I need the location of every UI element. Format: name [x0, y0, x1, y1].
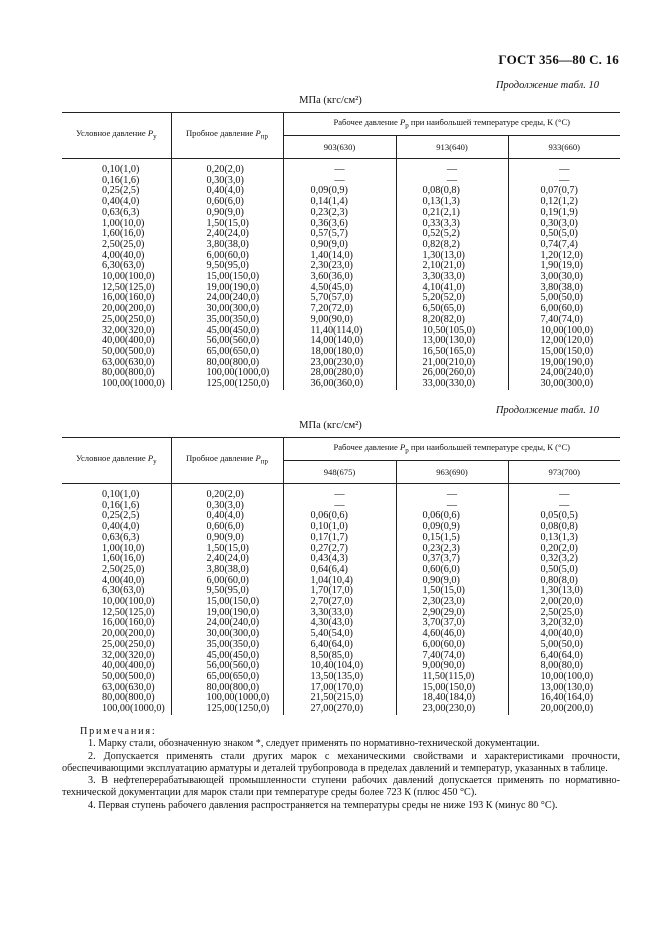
cell-conditional-pressure: 16,00(160,0)	[102, 292, 155, 304]
cell-working-pressure-3: 0,07(0,7)	[508, 186, 620, 197]
cell-working-pressure-3: 15,00(150,0)	[508, 347, 620, 358]
table-unit-label: МПа (кгс/см²)	[299, 95, 362, 106]
cell-conditional-pressure: 25,00(250,0)	[102, 638, 155, 650]
cell-working-pressure-1: 0,10(1,0)	[283, 522, 396, 533]
cell-working-pressure-2: 0,52(5,2)	[396, 229, 508, 240]
cell-working-pressure-3: 20,00(200,0)	[508, 704, 620, 715]
cell-working-pressure-2: 0,82(8,2)	[396, 240, 508, 251]
cell-test-pressure: 80,00(800,0)	[171, 358, 283, 369]
cell-test-pressure: 6,00(60,0)	[171, 251, 283, 262]
cell-conditional-pressure: 12,50(125,0)	[102, 606, 155, 618]
cell-working-pressure-1: —	[283, 176, 396, 187]
cell-working-pressure-2: 7,40(74,0)	[396, 651, 508, 662]
cell-working-pressure-1: 3,30(33,0)	[283, 608, 396, 619]
cell-conditional-pressure: 50,00(500,0)	[102, 670, 155, 682]
cell-working-pressure-3: —	[508, 159, 620, 176]
cell-test-pressure: 1,50(15,0)	[171, 219, 283, 230]
cell-working-pressure-2: 6,50(65,0)	[396, 304, 508, 315]
cell-working-pressure-3: 5,00(50,0)	[508, 640, 620, 651]
cell-test-pressure: 2,40(24,0)	[171, 229, 283, 240]
cell-working-pressure-2: 0,15(1,5)	[396, 533, 508, 544]
cell-working-pressure-3: —	[508, 176, 620, 187]
cell-test-pressure: 35,00(350,0)	[171, 315, 283, 326]
cell-test-pressure: 24,00(240,0)	[171, 293, 283, 304]
cell-working-pressure-3: 0,12(1,2)	[508, 197, 620, 208]
cell-working-pressure-2: 1,30(13,0)	[396, 251, 508, 262]
cell-test-pressure: 1,50(15,0)	[171, 544, 283, 555]
cell-working-pressure-2: 3,70(37,0)	[396, 618, 508, 629]
cell-test-pressure: 3,80(38,0)	[171, 565, 283, 576]
cell-test-pressure: 9,50(95,0)	[171, 261, 283, 272]
cell-working-pressure-2: —	[396, 159, 508, 176]
cell-conditional-pressure: 0,63(6,3)	[102, 531, 140, 543]
cell-test-pressure: 100,00(1000,0)	[171, 368, 283, 379]
cell-working-pressure-1: 6,40(64,0)	[283, 640, 396, 651]
cell-test-pressure: 19,00(190,0)	[171, 608, 283, 619]
cell-working-pressure-3: 1,30(13,0)	[508, 586, 620, 597]
cell-working-pressure-2: 15,00(150,0)	[396, 683, 508, 694]
cell-working-pressure-2: 8,20(82,0)	[396, 315, 508, 326]
cell-working-pressure-3: 0,08(0,8)	[508, 522, 620, 533]
cell-working-pressure-3: 3,20(32,0)	[508, 618, 620, 629]
cell-test-pressure: 0,90(9,0)	[171, 533, 283, 544]
cell-working-pressure-3: 0,20(2,0)	[508, 544, 620, 555]
cell-working-pressure-3: 6,40(64,0)	[508, 651, 620, 662]
cell-test-pressure: 0,40(4,0)	[171, 186, 283, 197]
cell-working-pressure-3: 10,00(100,0)	[508, 326, 620, 337]
cell-working-pressure-2: 1,50(15,0)	[396, 586, 508, 597]
cell-conditional-pressure: 4,00(40,0)	[102, 249, 145, 261]
cell-conditional-pressure: 2,50(25,0)	[102, 238, 145, 250]
cell-working-pressure-1: 0,06(0,6)	[283, 511, 396, 522]
cell-conditional-pressure: 1,00(10,0)	[102, 217, 145, 229]
cell-working-pressure-1: 27,00(270,0)	[283, 704, 396, 715]
cell-working-pressure-1: 2,30(23,0)	[283, 261, 396, 272]
cell-conditional-pressure: 1,60(16,0)	[102, 228, 145, 240]
cell-test-pressure: 15,00(150,0)	[171, 597, 283, 608]
cell-working-pressure-1: 0,27(2,7)	[283, 544, 396, 555]
cell-working-pressure-3: 0,05(0,5)	[508, 511, 620, 522]
cell-conditional-pressure: 40,00(400,0)	[102, 335, 155, 347]
cell-working-pressure-3: 0,50(5,0)	[508, 229, 620, 240]
cell-working-pressure-1: 0,14(1,4)	[283, 197, 396, 208]
table-continuation-label-2: Продолжение табл. 10	[495, 405, 599, 416]
cell-working-pressure-3: 0,80(8,0)	[508, 576, 620, 587]
cell-working-pressure-1: 14,00(140,0)	[283, 336, 396, 347]
cell-test-pressure: 30,00(300,0)	[171, 629, 283, 640]
header-temp-1: 903(630)	[283, 136, 396, 159]
cell-working-pressure-1: 1,70(17,0)	[283, 586, 396, 597]
cell-working-pressure-2: —	[396, 484, 508, 501]
cell-test-pressure: 0,40(4,0)	[171, 511, 283, 522]
cell-working-pressure-2: 5,20(52,0)	[396, 293, 508, 304]
cell-test-pressure: 6,00(60,0)	[171, 576, 283, 587]
cell-conditional-pressure: 0,25(2,5)	[102, 185, 140, 197]
cell-conditional-pressure: 63,00(630,0)	[102, 356, 155, 368]
header-temp-2: 963(690)	[396, 461, 508, 484]
cell-conditional-pressure: 32,00(320,0)	[102, 324, 155, 336]
cell-conditional-pressure: 0,25(2,5)	[102, 510, 140, 522]
cell-working-pressure-2: 11,50(115,0)	[396, 672, 508, 683]
cell-working-pressure-3: 2,50(25,0)	[508, 608, 620, 619]
cell-working-pressure-1: 2,70(27,0)	[283, 597, 396, 608]
cell-working-pressure-2: 0,13(1,3)	[396, 197, 508, 208]
cell-working-pressure-2: 21,00(210,0)	[396, 358, 508, 369]
cell-working-pressure-3: 4,00(40,0)	[508, 629, 620, 640]
cell-working-pressure-2: 4,10(41,0)	[396, 283, 508, 294]
table-continuation-label: Продолжение табл. 10	[495, 80, 599, 91]
cell-working-pressure-3: 24,00(240,0)	[508, 368, 620, 379]
cell-conditional-pressure: 0,40(4,0)	[102, 521, 140, 533]
table-row	[62, 208, 620, 219]
cell-working-pressure-2: 2,90(29,0)	[396, 608, 508, 619]
cell-working-pressure-1: 3,60(36,0)	[283, 272, 396, 283]
cell-conditional-pressure: 4,00(40,0)	[102, 574, 145, 586]
table-row	[62, 533, 620, 544]
cell-working-pressure-1: 17,00(170,0)	[283, 683, 396, 694]
cell-conditional-pressure: 40,00(400,0)	[102, 660, 155, 672]
cell-test-pressure: 45,00(450,0)	[171, 326, 283, 337]
header-temp-3: 933(660)	[508, 136, 620, 159]
cell-conditional-pressure: 100,00(1000,0)	[102, 703, 165, 715]
header-test-pressure-2: Пробное давление $P_{пр}$	[171, 438, 283, 484]
cell-working-pressure-1: —	[283, 501, 396, 512]
cell-working-pressure-1: 13,50(135,0)	[283, 672, 396, 683]
cell-test-pressure: 56,00(560,0)	[171, 336, 283, 347]
cell-conditional-pressure: 80,00(800,0)	[102, 367, 155, 379]
note-item: 4. Первая ступень рабочего давления распространяется на температуры среды не ниже 193 К (минус 80 °С).	[88, 799, 558, 811]
cell-conditional-pressure: 0,16(1,6)	[102, 499, 140, 511]
cell-working-pressure-3: 7,40(74,0)	[508, 315, 620, 326]
cell-test-pressure: 56,00(560,0)	[171, 661, 283, 672]
cell-test-pressure: 0,30(3,0)	[171, 176, 283, 187]
header-temp-1: 948(675)	[283, 461, 396, 484]
cell-working-pressure-2: 2,10(21,0)	[396, 261, 508, 272]
table-row	[62, 640, 620, 651]
cell-test-pressure: 125,00(1250,0)	[171, 379, 283, 390]
cell-test-pressure: 2,40(24,0)	[171, 554, 283, 565]
cell-test-pressure: 19,00(190,0)	[171, 283, 283, 294]
cell-conditional-pressure: 12,50(125,0)	[102, 281, 155, 293]
cell-working-pressure-2: 13,00(130,0)	[396, 336, 508, 347]
header-conditional-pressure-2: Условное давление $P_у$	[62, 438, 171, 484]
cell-test-pressure: 125,00(1250,0)	[171, 704, 283, 715]
cell-working-pressure-1: 7,20(72,0)	[283, 304, 396, 315]
cell-working-pressure-1: 0,64(6,4)	[283, 565, 396, 576]
cell-test-pressure: 100,00(1000,0)	[171, 693, 283, 704]
cell-conditional-pressure: 6,30(63,0)	[102, 585, 145, 597]
cell-working-pressure-1: 8,50(85,0)	[283, 651, 396, 662]
cell-working-pressure-2: 3,30(33,0)	[396, 272, 508, 283]
cell-working-pressure-3: —	[508, 484, 620, 501]
cell-test-pressure: 0,30(3,0)	[171, 501, 283, 512]
cell-working-pressure-2: —	[396, 501, 508, 512]
table-row	[62, 704, 620, 715]
notes-title: Примечания:	[80, 726, 157, 737]
cell-working-pressure-3: 0,19(1,9)	[508, 208, 620, 219]
cell-working-pressure-2: 2,30(23,0)	[396, 597, 508, 608]
cell-working-pressure-2: —	[396, 176, 508, 187]
cell-conditional-pressure: 10,00(100,0)	[102, 596, 155, 608]
cell-conditional-pressure: 32,00(320,0)	[102, 649, 155, 661]
pressure-table-1	[62, 112, 620, 390]
cell-working-pressure-3: 30,00(300,0)	[508, 379, 620, 390]
cell-working-pressure-3: 0,74(7,4)	[508, 240, 620, 251]
note-item: 1. Марку стали, обозначенную знаком *, следует применять по нормативно-технической документации.	[88, 738, 540, 750]
cell-working-pressure-1: 0,09(0,9)	[283, 186, 396, 197]
cell-working-pressure-3: 0,30(3,0)	[508, 219, 620, 230]
cell-working-pressure-1: 0,36(3,6)	[283, 219, 396, 230]
cell-working-pressure-3: 19,00(190,0)	[508, 358, 620, 369]
note-item: 3. В нефтеперерабатывающей промышленности ступени рабочих давлений допускается применять по нормативно-технической документации для марок стали при температуре среды более 723 К (плюс 450 °С).	[62, 775, 620, 799]
cell-working-pressure-3: 2,00(20,0)	[508, 597, 620, 608]
cell-working-pressure-1: 0,17(1,7)	[283, 533, 396, 544]
cell-working-pressure-3: 3,80(38,0)	[508, 283, 620, 294]
cell-working-pressure-1: 0,43(4,3)	[283, 554, 396, 565]
cell-working-pressure-3: 3,00(30,0)	[508, 272, 620, 283]
cell-test-pressure: 35,00(350,0)	[171, 640, 283, 651]
cell-test-pressure: 9,50(95,0)	[171, 586, 283, 597]
table-row	[62, 484, 620, 501]
notes-section	[62, 726, 620, 812]
cell-conditional-pressure: 1,00(10,0)	[102, 542, 145, 554]
cell-working-pressure-2: 0,90(9,0)	[396, 576, 508, 587]
cell-working-pressure-1: 28,00(280,0)	[283, 368, 396, 379]
cell-test-pressure: 65,00(650,0)	[171, 672, 283, 683]
cell-conditional-pressure: 20,00(200,0)	[102, 628, 155, 640]
cell-conditional-pressure: 0,16(1,6)	[102, 174, 140, 186]
cell-working-pressure-2: 16,50(165,0)	[396, 347, 508, 358]
cell-working-pressure-3: 0,13(1,3)	[508, 533, 620, 544]
cell-conditional-pressure: 63,00(630,0)	[102, 681, 155, 693]
header-test-pressure: Пробное давление $P_{пр}$	[171, 113, 283, 159]
cell-working-pressure-2: 18,40(184,0)	[396, 693, 508, 704]
cell-test-pressure: 0,60(6,0)	[171, 522, 283, 533]
cell-working-pressure-3: 1,20(12,0)	[508, 251, 620, 262]
cell-working-pressure-1: —	[283, 484, 396, 501]
cell-conditional-pressure: 10,00(100,0)	[102, 271, 155, 283]
table-unit-label-2: МПа (кгс/см²)	[299, 420, 362, 431]
cell-working-pressure-2: 0,09(0,9)	[396, 522, 508, 533]
cell-test-pressure: 3,80(38,0)	[171, 240, 283, 251]
cell-working-pressure-1: 23,00(230,0)	[283, 358, 396, 369]
cell-test-pressure: 24,00(240,0)	[171, 618, 283, 629]
header-working-pressure-2: Рабочее давление $P_р$ при наибольшей температуре среды, К (°С)	[283, 438, 620, 461]
cell-conditional-pressure: 100,00(1000,0)	[102, 378, 165, 390]
page-header: ГОСТ 356—80 С. 16	[498, 52, 619, 67]
header-temp-3: 973(700)	[508, 461, 620, 484]
cell-working-pressure-1: —	[283, 159, 396, 176]
cell-conditional-pressure: 80,00(800,0)	[102, 692, 155, 704]
cell-working-pressure-1: 0,90(9,0)	[283, 240, 396, 251]
table-body-1	[62, 159, 620, 390]
cell-working-pressure-1: 9,00(90,0)	[283, 315, 396, 326]
cell-test-pressure: 0,90(9,0)	[171, 208, 283, 219]
cell-working-pressure-2: 0,33(3,3)	[396, 219, 508, 230]
cell-conditional-pressure: 0,10(1,0)	[102, 164, 140, 175]
cell-working-pressure-3: 1,90(19,0)	[508, 261, 620, 272]
table-row	[62, 159, 620, 176]
cell-working-pressure-1: 4,50(45,0)	[283, 283, 396, 294]
cell-test-pressure: 15,00(150,0)	[171, 272, 283, 283]
cell-working-pressure-3: 6,00(60,0)	[508, 304, 620, 315]
table-row	[62, 315, 620, 326]
cell-test-pressure: 45,00(450,0)	[171, 651, 283, 662]
cell-working-pressure-3: 16,40(164,0)	[508, 693, 620, 704]
cell-working-pressure-1: 4,30(43,0)	[283, 618, 396, 629]
cell-conditional-pressure: 1,60(16,0)	[102, 553, 145, 565]
cell-working-pressure-1: 21,50(215,0)	[283, 693, 396, 704]
cell-working-pressure-2: 10,50(105,0)	[396, 326, 508, 337]
cell-conditional-pressure: 20,00(200,0)	[102, 303, 155, 315]
header-temp-2: 913(640)	[396, 136, 508, 159]
cell-working-pressure-3: 5,00(50,0)	[508, 293, 620, 304]
cell-conditional-pressure: 16,00(160,0)	[102, 617, 155, 629]
cell-working-pressure-1: 11,40(114,0)	[283, 326, 396, 337]
cell-working-pressure-2: 0,23(2,3)	[396, 544, 508, 555]
note-item: 2. Допускается применять стали других марок с механическими свойствами и характеристиками прочности, обеспечивающими эксплуатацию арматуры и деталей трубопровода в пределах давлений и температур, указанных в таблице.	[62, 750, 620, 774]
header-working-pressure: Рабочее давление $P_р$ при наибольшей температуре среды, К (°С)	[283, 113, 620, 136]
cell-working-pressure-2: 0,08(0,8)	[396, 186, 508, 197]
cell-working-pressure-2: 6,00(60,0)	[396, 640, 508, 651]
table-body-2	[62, 484, 620, 715]
cell-working-pressure-3: 8,00(80,0)	[508, 661, 620, 672]
cell-working-pressure-3: 10,00(100,0)	[508, 672, 620, 683]
cell-working-pressure-2: 0,21(2,1)	[396, 208, 508, 219]
cell-conditional-pressure: 0,63(6,3)	[102, 206, 140, 218]
cell-conditional-pressure: 6,30(63,0)	[102, 260, 145, 272]
cell-working-pressure-2: 0,06(0,6)	[396, 511, 508, 522]
cell-working-pressure-3: 13,00(130,0)	[508, 683, 620, 694]
cell-test-pressure: 30,00(300,0)	[171, 304, 283, 315]
cell-conditional-pressure: 50,00(500,0)	[102, 345, 155, 357]
cell-test-pressure: 80,00(800,0)	[171, 683, 283, 694]
cell-test-pressure: 0,20(2,0)	[171, 159, 283, 176]
cell-working-pressure-1: 10,40(104,0)	[283, 661, 396, 672]
cell-working-pressure-1: 5,40(54,0)	[283, 629, 396, 640]
cell-test-pressure: 65,00(650,0)	[171, 347, 283, 358]
cell-working-pressure-2: 9,00(90,0)	[396, 661, 508, 672]
cell-working-pressure-1: 0,23(2,3)	[283, 208, 396, 219]
cell-working-pressure-1: 36,00(360,0)	[283, 379, 396, 390]
cell-working-pressure-3: 0,32(3,2)	[508, 554, 620, 565]
cell-working-pressure-1: 0,57(5,7)	[283, 229, 396, 240]
cell-working-pressure-2: 26,00(260,0)	[396, 368, 508, 379]
cell-test-pressure: 0,20(2,0)	[171, 484, 283, 501]
cell-working-pressure-2: 23,00(230,0)	[396, 704, 508, 715]
cell-conditional-pressure: 0,10(1,0)	[102, 489, 140, 500]
cell-working-pressure-1: 18,00(180,0)	[283, 347, 396, 358]
cell-working-pressure-3: 12,00(120,0)	[508, 336, 620, 347]
cell-conditional-pressure: 25,00(250,0)	[102, 313, 155, 325]
pressure-table-2	[62, 437, 620, 715]
cell-working-pressure-2: 33,00(330,0)	[396, 379, 508, 390]
cell-working-pressure-3: —	[508, 501, 620, 512]
cell-conditional-pressure: 0,40(4,0)	[102, 196, 140, 208]
cell-working-pressure-3: 0,50(5,0)	[508, 565, 620, 576]
cell-working-pressure-1: 1,04(10,4)	[283, 576, 396, 587]
cell-conditional-pressure: 2,50(25,0)	[102, 563, 145, 575]
cell-working-pressure-2: 4,60(46,0)	[396, 629, 508, 640]
cell-working-pressure-1: 1,40(14,0)	[283, 251, 396, 262]
cell-working-pressure-1: 5,70(57,0)	[283, 293, 396, 304]
cell-working-pressure-2: 0,60(6,0)	[396, 565, 508, 576]
header-conditional-pressure: Условное давление $P_у$	[62, 113, 171, 159]
cell-test-pressure: 0,60(6,0)	[171, 197, 283, 208]
table-row	[62, 379, 620, 390]
cell-working-pressure-2: 0,37(3,7)	[396, 554, 508, 565]
